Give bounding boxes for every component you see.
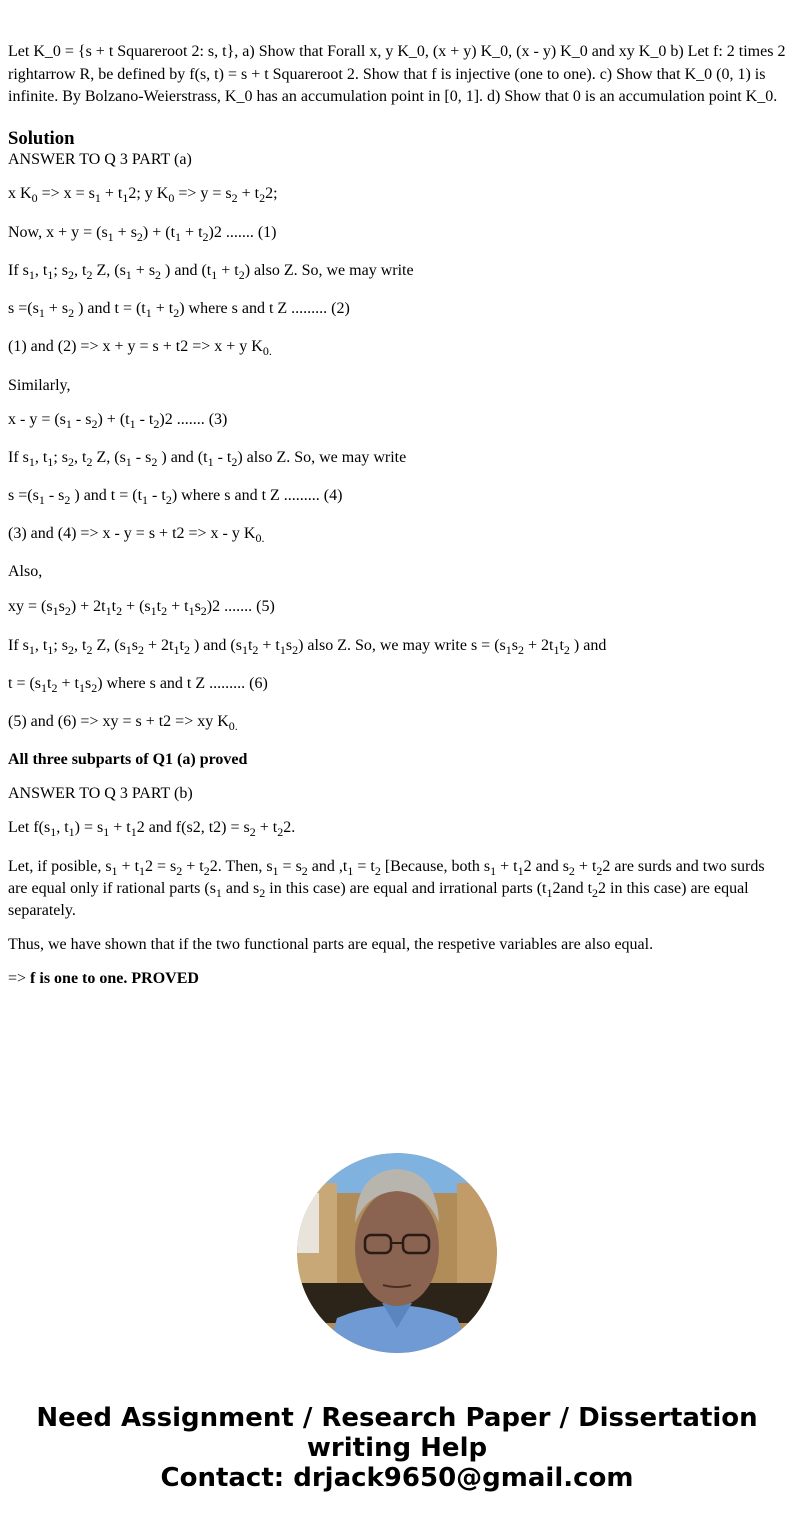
answer-line: $t = (s_1t_2 + t_1s_2)$ where s and t Z ......... (6) xyxy=(8,675,268,695)
answer-line: $s =(s_1 + s_2$ ) and $t = (t_1 + t_2)$ where s and t Z ......... (2) xyxy=(8,300,350,320)
answer-line: If $s_1$, $t_1$; $s_2$, $t_2$ Z, ($s_1s_2 + 2t_1t_2$ ) and $(s_1t_2 + t_1s_2)$ also Z. So, we may write $s = (s_1s_2 + 2t_1t_2$ ) and xyxy=(8,637,607,657)
answer-line: Thus, we have shown that if the two functional parts are equal, the respetive variables are also equal. xyxy=(8,936,654,953)
answer-line: All three subparts of Q1 (a) proved xyxy=(8,751,248,768)
answer-line: $x - y = (s_1 - s_2) + (t_1 - t_2)2$ ....... (3) xyxy=(8,411,228,431)
answer-line: ANSWER TO Q 3 PART (a) xyxy=(8,151,192,168)
answer-line: If $s_1$, $t_1$; $s_2$, $t_2$ Z, ($s_1 + s_2$ ) and $(t_1 + t_2)$ also Z. So, we may write xyxy=(8,262,414,282)
promo-contact: Contact: drjack9650@gmail.com xyxy=(160,1463,634,1493)
answer-line: Let, if posible, $s_1 + t_12 = s_2 + t_22$. Then, $s_1 = s_2$ and $,t_1 = t_2$ [Because, both $s_1 + t_12$ and $s_2 + t_22$ are surds and two surds are equal only if rational parts ($s_1$ and $s_2$ in this case) are equal and irrational parts ($t_12and$ $t_22$ in this case) are equal separately. xyxy=(8,858,765,919)
answer-line: x $K_0 => x = s_1 + t_12$; y $K_0 => y = s_2 + t_22$; xyxy=(8,185,278,205)
answer-line: If $s_1$, $t_1$; $s_2$, $t_2$ Z, ($s_1 - s_2$ ) and $(t_1 - t_2)$ also Z. So, we may write xyxy=(8,449,407,469)
author-photo-icon xyxy=(297,1153,497,1353)
question-text: Let K_0 = {s + t Squareroot 2: s, t}, a) Show that Forall x, y K_0, (x + y) K_0, (x - y) K_0 and xy K_0 b) Let f: 2 times 2 rightarrow R, be defined by f(s, t) = s + t Squareroot 2. Show that f is injective (one to one). c) Show that K_0 (0, 1) is infinite. By Bolzano-Weierstrass, K_0 has an accumulation point in [0, 1]. d) Show that 0 is an accumulation point K_0. xyxy=(8,43,786,105)
answer-line: ANSWER TO Q 3 PART (b) xyxy=(8,785,193,802)
answer-line: xy = $(s_1s_2) + 2t_1t_2 + (s_1t_2 + t_1s_2)2$ ....... (5) xyxy=(8,598,275,618)
answer-line: (1) and (2) => x + y = s + t2 => x + y $K_{0.}$ xyxy=(8,338,272,358)
answer-line: Also, xyxy=(8,563,43,580)
answer-line: $s =(s_1 - s_2$ ) and $t = (t_1 - t_2)$ where s and t Z ......... (4) xyxy=(8,487,343,507)
answer-line: (5) and (6) => xy = s + t2 => xy $K_{0.}$ xyxy=(8,713,238,733)
answer-line: Now, $x + y = (s_1 + s_2) + (t_1 + t_2)2$ ....... (1) xyxy=(8,224,277,244)
document-page xyxy=(8,0,786,150)
author-avatar xyxy=(297,1153,497,1353)
answer-line: Let $f(s_1$, $t_1) = s_1 + t_12$ and f(s2, $t2) = s_2 + t_22$. xyxy=(8,819,296,839)
answer-line: (3) and (4) => x - y = s + t2 => x - y $K_{0.}$ xyxy=(8,525,265,545)
solution-heading: Solution xyxy=(8,127,75,149)
answer-line: Similarly, xyxy=(8,377,71,394)
promo-line-1: Need Assignment / Research Paper / Dissertation xyxy=(36,1403,758,1433)
answer-line: => f is one to one. PROVED xyxy=(8,970,199,987)
promo-banner xyxy=(0,1403,794,1493)
promo-line-2: writing Help xyxy=(306,1433,488,1463)
